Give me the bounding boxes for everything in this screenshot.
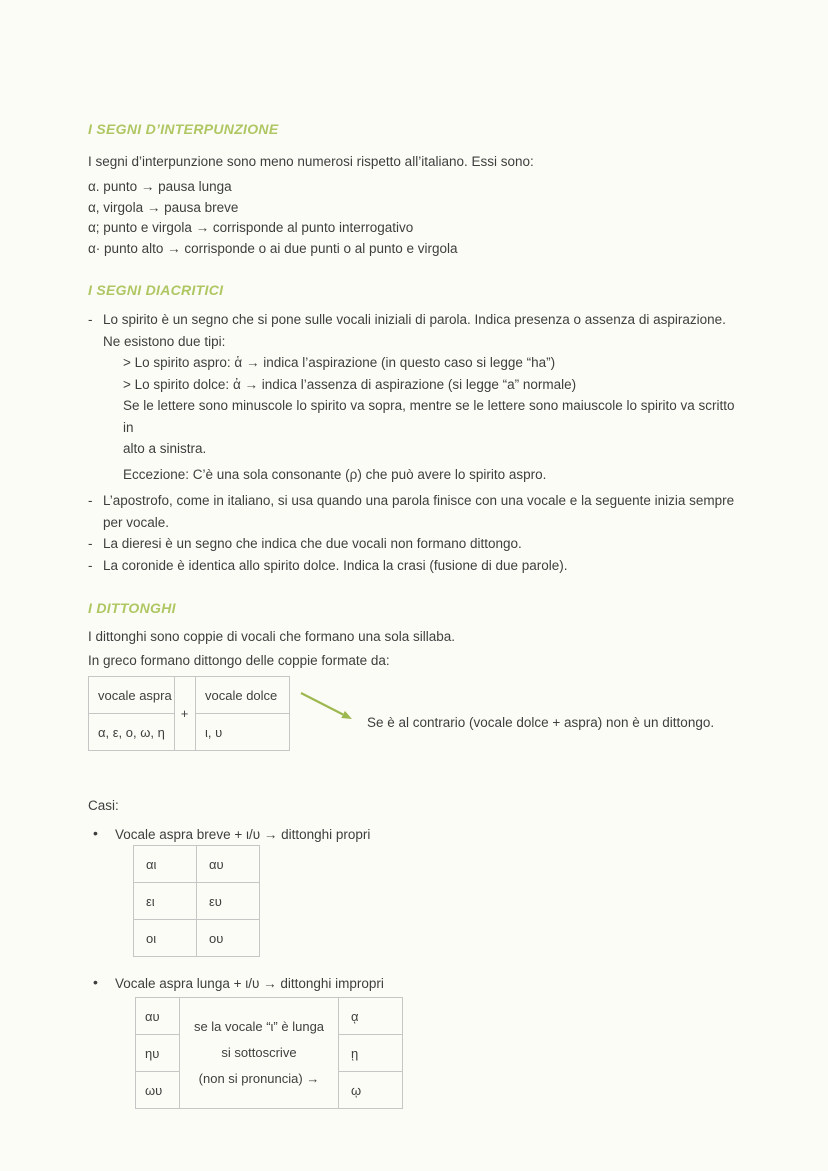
heading-interpunzione: I SEGNI D’INTERPUNZIONE — [88, 121, 279, 137]
dittonghi-impropri-table — [135, 997, 403, 1109]
table-cell: vocale aspra — [89, 677, 175, 714]
dash-marker: - — [88, 536, 93, 551]
table-cell: αι — [134, 846, 197, 883]
dash-marker: - — [88, 557, 93, 573]
table-cell: ει — [134, 883, 197, 920]
bullet-dittonghi-impropri — [88, 974, 742, 994]
casi-label: Casi: — [88, 798, 119, 813]
bullet-dittonghi-propri — [88, 825, 742, 845]
dittonghi-nota: Se è al contrario (vocale dolce + aspra) non è un dittongo. — [367, 715, 715, 730]
interpunzione-item: α; punto e virgola → corrisponde al punto interrogativo — [88, 220, 414, 235]
text-line: se la vocale “ι” è lunga — [193, 1019, 325, 1034]
spirito-aspro: > Lo spirito aspro: ἁ → indica l’aspirazione (in questo caso si legge “ha”) — [123, 355, 556, 370]
table-cell: α, ε, ο, ω, η — [89, 714, 175, 751]
text-line: Lo spirito è un segno che si pone sulle vocali iniziali di parola. Indica presenza o assenza di aspirazione. — [103, 312, 726, 327]
text-line: La dieresi è un segno che indica che due vocali non formano dittongo. — [103, 536, 522, 551]
text-line: si sottoscrive — [221, 1045, 297, 1060]
dittonghi-p1: I dittonghi sono coppie di vocali che formano una sola sillaba. — [88, 629, 455, 644]
table-cell: ευ — [197, 883, 260, 920]
text-line: (non si pronuncia) → — [198, 1071, 320, 1086]
dittonghi-propri-table — [133, 845, 260, 957]
interpunzione-item: α. punto → pausa lunga — [88, 179, 232, 194]
dash-marker: - — [88, 312, 93, 327]
bullet-dieresi — [88, 533, 742, 555]
vocali-table-row — [88, 676, 742, 751]
spirito-regola: Se le lettere sono minuscole lo spirito va sopra, mentre se le lettere sono maiuscole lo spirito va scritto in — [123, 398, 735, 435]
bullet-coronide — [88, 555, 742, 577]
table-cell: οι — [134, 920, 197, 957]
spirito-dolce: > Lo spirito dolce: ἀ → indica l’assenza di aspirazione (si legge “a” normale) — [123, 376, 577, 392]
table-cell: ηυ — [136, 1035, 180, 1072]
text-line: Vocale aspra lunga + ι/υ → dittonghi impropri — [115, 976, 384, 991]
interpunzione-item: α, virgola → pausa breve — [88, 199, 239, 215]
heading-dittonghi: I DITTONGHI — [88, 600, 176, 616]
dittonghi-p2: In greco formano dittongo delle coppie formate da: — [88, 653, 390, 668]
interpunzione-list — [88, 177, 742, 259]
heading-diacritici: I SEGNI DIACRITICI — [88, 282, 224, 298]
bullet-spirito — [88, 309, 742, 352]
interpunzione-item: α· punto alto → corrisponde o ai due punti o al punto e virgola — [88, 240, 458, 256]
spirito-eccezione: Eccezione: C’è una sola consonante (ρ) che può avere lo spirito aspro. — [123, 466, 547, 482]
text-line: per vocale. — [103, 514, 170, 530]
table-cell: ῳ — [339, 1072, 403, 1109]
iota-sottoscritta-note-cell — [180, 998, 339, 1109]
dash-marker: - — [88, 493, 93, 508]
plus-cell: + — [175, 677, 196, 751]
table-cell: αυ — [136, 998, 180, 1035]
bullet-marker: • — [93, 974, 98, 990]
table-cell: αυ — [197, 846, 260, 883]
table-cell: ᾳ — [339, 998, 403, 1035]
text-line: L’apostrofo, come in italiano, si usa quando una parola finisce con una vocale e la seguente inizia sempre — [103, 493, 735, 508]
bullet-marker: • — [93, 825, 98, 841]
bullet-apostrofo — [88, 490, 742, 533]
text-line: La coronide è identica allo spirito dolce. Indica la crasi (fusione di due parole). — [103, 557, 568, 573]
vocali-table — [88, 676, 290, 751]
interpunzione-intro: I segni d’interpunzione sono meno numerosi rispetto all’italiano. Essi sono: — [88, 154, 534, 169]
table-cell: ι, υ — [196, 714, 290, 751]
text-line: Vocale aspra breve + ι/υ → dittonghi propri — [115, 827, 371, 842]
green-arrow-icon — [299, 690, 357, 726]
bullet-apostrofo-text — [103, 490, 742, 533]
table-cell: vocale dolce — [196, 677, 290, 714]
table-cell: ῃ — [339, 1035, 403, 1072]
spirito-sub-block — [88, 352, 742, 485]
table-cell: ωυ — [136, 1072, 180, 1109]
bullet-spirito-text — [103, 309, 742, 352]
spirito-regola: alto a sinistra. — [123, 441, 207, 456]
text-line: Ne esistono due tipi: — [103, 333, 226, 349]
table-cell: ου — [197, 920, 260, 957]
